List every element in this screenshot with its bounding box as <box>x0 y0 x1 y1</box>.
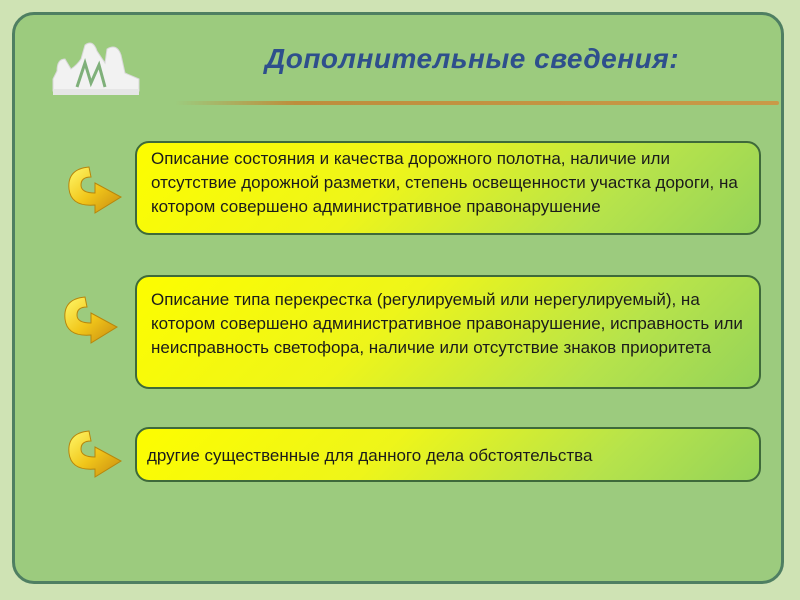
info-box: Описание состояния и качества дорожного полотна, наличие или отсутствие дорожной разметки, степень освещенности участка дороги, на котором совершено административное правонарушение <box>135 141 761 235</box>
info-box: Описание типа перекрестка (регулируемый или нерегулируемый), на котором совершено административное правонарушение, исправность или неисправность светофора, наличие или отсутствие знаков приоритета <box>135 275 761 389</box>
info-box: другие существенные для данного дела обстоятельства <box>135 427 761 482</box>
curved-arrow-icon <box>55 291 125 351</box>
slide-frame <box>12 12 784 584</box>
curved-arrow-icon <box>59 425 129 485</box>
title-underline <box>175 101 779 105</box>
curved-arrow-icon <box>59 161 129 221</box>
people-logo-icon <box>47 29 147 99</box>
page-title: Дополнительные сведения: <box>265 43 680 74</box>
